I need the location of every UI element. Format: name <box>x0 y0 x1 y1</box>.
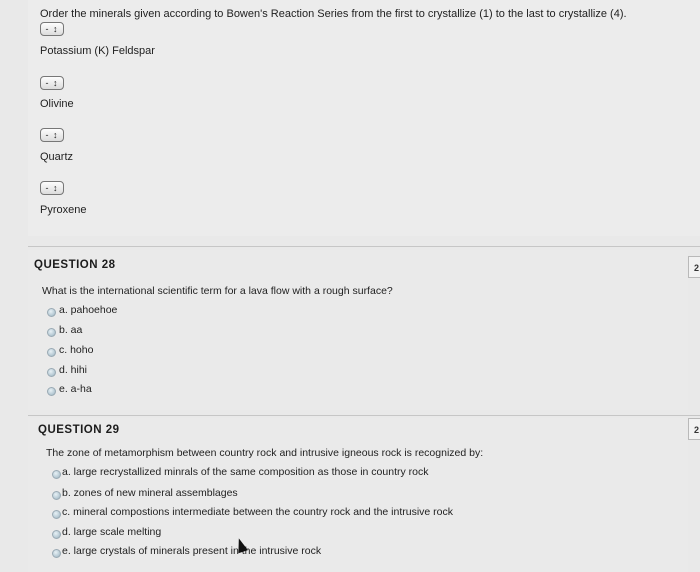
radio-option-b[interactable] <box>47 328 56 337</box>
order-select-1[interactable]: - ↕ <box>40 22 64 36</box>
option-label: d. large scale melting <box>62 526 162 538</box>
question-28-points-tab: 2 <box>688 256 700 278</box>
question-28-title: QUESTION 28 <box>34 259 116 271</box>
order-select-2[interactable]: - ↕ <box>40 76 64 90</box>
option-label: e. large crystals of minerals present in the intrusive rock <box>62 545 322 557</box>
option-label: d. hihi <box>59 364 88 376</box>
section-divider <box>28 415 700 416</box>
question-29-panel <box>28 418 688 572</box>
radio-option-b[interactable] <box>52 491 61 500</box>
radio-option-e[interactable] <box>47 387 56 396</box>
radio-option-e[interactable] <box>52 549 61 558</box>
mineral-label: Quartz <box>40 151 74 163</box>
radio-option-a[interactable] <box>47 308 56 317</box>
option-label: c. mineral compostions intermediate between the country rock and the intrusive rock <box>62 506 454 518</box>
radio-option-d[interactable] <box>52 530 61 539</box>
question-29-title: QUESTION 29 <box>38 424 120 436</box>
question-27-prompt: Order the minerals given according to Bowen's Reaction Series from the first to crystallize (1) to the last to crystallize (4). <box>40 8 627 20</box>
order-select-3[interactable]: - ↕ <box>40 128 64 142</box>
option-label: c. hoho <box>59 344 94 356</box>
question-29-text: The zone of metamorphism between country rock and intrusive igneous rock is recognized by: <box>46 447 484 459</box>
option-label: a. pahoehoe <box>59 304 118 316</box>
radio-option-c[interactable] <box>52 510 61 519</box>
option-label: e. a-ha <box>59 383 92 395</box>
question-27-panel <box>28 0 700 236</box>
question-28-text: What is the international scientific term for a lava flow with a rough surface? <box>42 285 393 297</box>
option-label: a. large recrystallized minrals of the same composition as those in country rock <box>62 466 429 478</box>
radio-option-c[interactable] <box>47 348 56 357</box>
order-select-4[interactable]: - ↕ <box>40 181 64 195</box>
option-label: b. zones of new mineral assemblages <box>62 487 238 499</box>
radio-option-a[interactable] <box>52 470 61 479</box>
mineral-label: Olivine <box>40 98 74 110</box>
question-28-panel <box>28 250 688 410</box>
section-divider <box>28 246 700 247</box>
question-29-points-tab: 2 <box>688 418 700 440</box>
mineral-label: Pyroxene <box>40 204 87 216</box>
radio-option-d[interactable] <box>47 368 56 377</box>
mineral-label: Potassium (K) Feldspar <box>40 45 155 57</box>
option-label: b. aa <box>59 324 83 336</box>
